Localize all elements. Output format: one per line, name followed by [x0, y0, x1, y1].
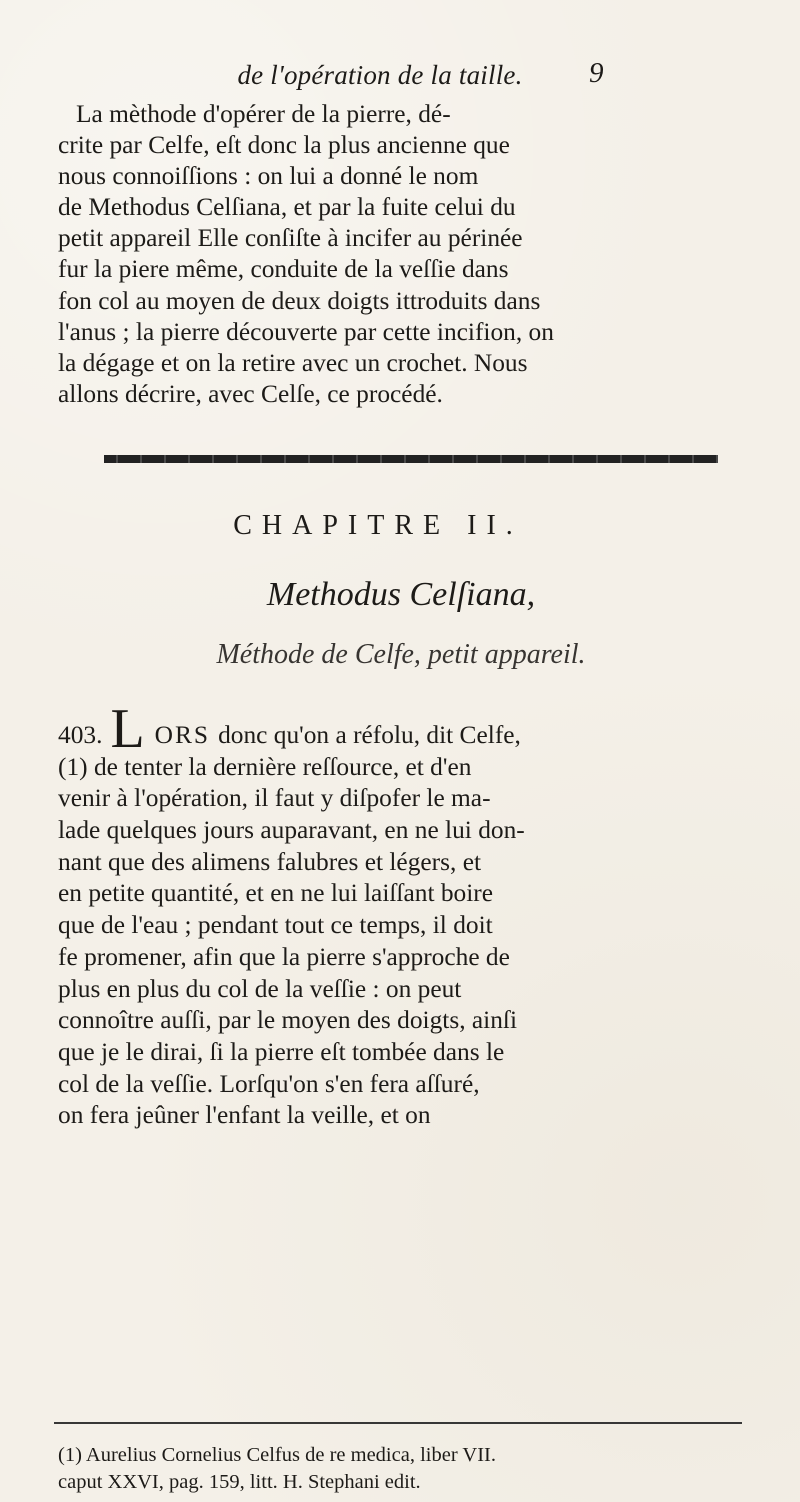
footnote-rule — [54, 1422, 742, 1424]
section-line-2: venir à l'opération, il faut y diſpofer le ma- — [58, 784, 491, 813]
footnote-line-2: caput XXVI, pag. 159, litt. H. Stephani edit. — [58, 1471, 421, 1493]
section-line-4: nant que des alimens falubres et légers, et — [58, 847, 482, 876]
intro-line-5: petit appareil Elle conſiſte à incifer au périnée — [58, 224, 523, 253]
intro-line-1: La mèthode d'opérer de la pierre, dé- — [76, 100, 451, 128]
drop-cap: L — [110, 698, 145, 760]
section-line-1: (1) de tenter la dernière reſſource, et d'en — [58, 752, 472, 781]
intro-line-10: allons décrire, avec Celſe, ce procédé. — [58, 379, 443, 408]
intro-line-6: fur la piere même, conduite de la veſſie dans — [58, 255, 509, 284]
intro-line-2: crite par Celfe, eſt donc la plus ancienne que — [58, 131, 510, 160]
running-header: de l'opération de la taille. — [237, 60, 523, 90]
french-subtitle: Méthode de Celfe, petit appareil. — [216, 639, 586, 670]
intro-line-3: nous connoiſſions : on lui a donné le nom — [58, 162, 479, 191]
section-line-5: en petite quantité, et en ne lui laiſſant boire — [58, 879, 494, 908]
section-line-3: lade quelques jours auparavant, en ne lui don- — [58, 816, 525, 845]
section-first-line — [58, 698, 748, 760]
section-line-8: plus en plus du col de la veſſie : on peut — [58, 974, 462, 1003]
intro-line-8: l'anus ; la pierre découverte par cette incifion, on — [58, 317, 554, 346]
section-divider — [104, 455, 718, 463]
lead-word: ORS — [154, 721, 211, 749]
latin-subtitle: Methodus Celſiana, — [266, 576, 536, 613]
intro-line-9: la dégage et on la retire avec un crochet. Nous — [58, 348, 528, 377]
first-line-rest: donc qu'on a réfolu, dit Celfe, — [218, 721, 521, 749]
intro-line-7: fon col au moyen de deux doigts ittroduits dans — [58, 286, 541, 315]
footnote — [58, 1442, 748, 1496]
section-line-9: connoître auſſi, par le moyen des doigts, ainſi — [58, 1006, 518, 1035]
intro-line-4: de Methodus Celſiana, et par la fuite celui du — [58, 193, 516, 222]
section-line-12: on fera jeûner l'enfant la veille, et on — [58, 1101, 431, 1130]
section-number: 403. — [58, 721, 103, 749]
chapter-title: CHAPITRE II. — [233, 510, 523, 541]
section-line-11: col de la veſſie. Lorſqu'on s'en fera aſſuré, — [58, 1069, 480, 1098]
section-line-7: fe promener, afin que la pierre s'approche de — [58, 942, 510, 971]
section-403 — [58, 698, 748, 1132]
footnote-line-1: (1) Aurelius Cornelius Celfus de re medica, liber VII. — [58, 1444, 496, 1466]
section-line-6: que de l'eau ; pendant tout ce temps, il doit — [58, 911, 493, 940]
section-line-10: que je le dirai, ſi la pierre eſt tombée dans le — [58, 1037, 505, 1066]
page-number: 9 — [589, 57, 604, 89]
intro-paragraph — [58, 99, 748, 410]
